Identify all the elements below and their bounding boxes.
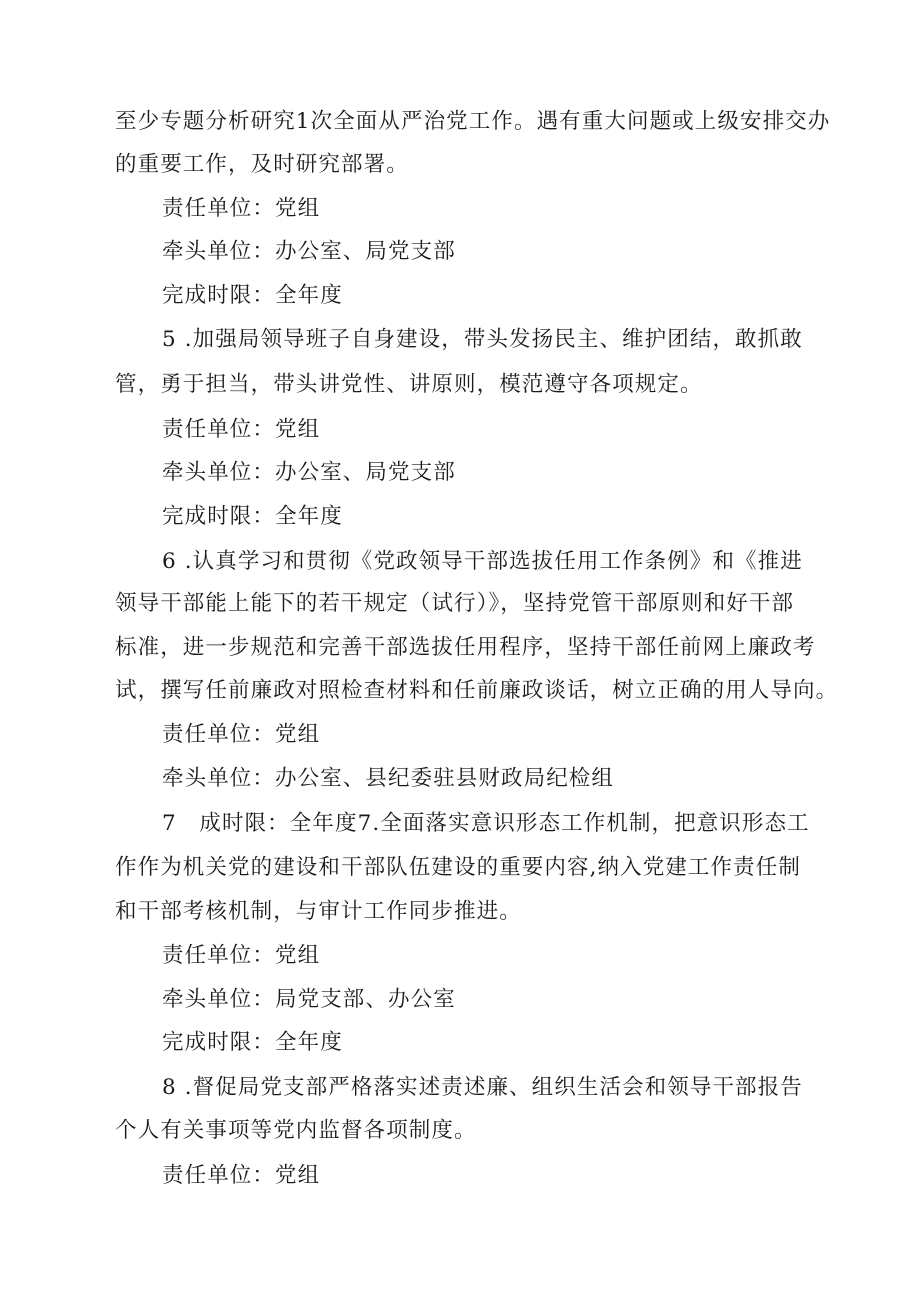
body-text-line: 管，勇于担当，带头讲党性、讲原则，模范遵守各项规定。 (115, 372, 703, 397)
deadline-line: 完成时限：全年度 (162, 283, 343, 308)
item-6-heading: 6 .认真学习和贯彻《党政领导干部选拔任用工作条例》和《推进 (162, 549, 803, 574)
responsible-unit-line: 责任单位：党组 (162, 722, 321, 747)
body-text-line: 和干部考核机制，与审计工作同步推进。 (115, 899, 522, 924)
responsible-unit-line: 责任单位：党组 (162, 943, 321, 968)
body-text-line: 的重要工作，及时研究部署。 (115, 152, 409, 177)
responsible-unit-line: 责任单位：党组 (162, 1163, 321, 1188)
lead-unit-line: 牵头单位：办公室、局党支部 (162, 239, 456, 264)
item-8-heading: 8 .督促局党支部严格落实述责述廉、组织生活会和领导干部报告 (162, 1075, 803, 1100)
item-5-heading: 5 .加强局领导班子自身建设，带头发扬民主、维护团结，敢抓敢 (162, 327, 803, 352)
body-text-line: 至少专题分析研究1次全面从严治党工作。遇有重大问题或上级安排交办 (115, 109, 831, 134)
lead-unit-line: 牵头单位：办公室、县纪委驻县财政局纪检组 (162, 766, 615, 791)
body-text-line: 标准，进一步规范和完善干部选拔任用程序，坚持干部任前网上廉政考 (115, 635, 816, 660)
body-text-line: 试，撰写任前廉政对照检查材料和任前廉政谈话，树立正确的用人导向。 (115, 678, 839, 703)
lead-unit-line: 牵头单位：局党支部、办公室 (162, 987, 456, 1012)
body-text-line: 领导干部能上能下的若干规定（试行）》，坚持党管干部原则和好干部 (115, 591, 795, 616)
responsible-unit-line: 责任单位：党组 (162, 196, 321, 221)
lead-unit-line: 牵头单位：办公室、局党支部 (162, 460, 456, 485)
body-text-line: 作作为机关党的建设和干部队伍建设的重要内容,纳入党建工作责任制 (115, 855, 801, 880)
body-text-line: 个人有关事项等党内监督各项制度。 (115, 1118, 477, 1143)
deadline-line: 完成时限：全年度 (162, 504, 343, 529)
item-7-heading: 7 成时限：全年度7.全面落实意识形态工作机制，把意识形态工 (162, 811, 810, 836)
responsible-unit-line: 责任单位：党组 (162, 417, 321, 442)
deadline-line: 完成时限：全年度 (162, 1030, 343, 1055)
